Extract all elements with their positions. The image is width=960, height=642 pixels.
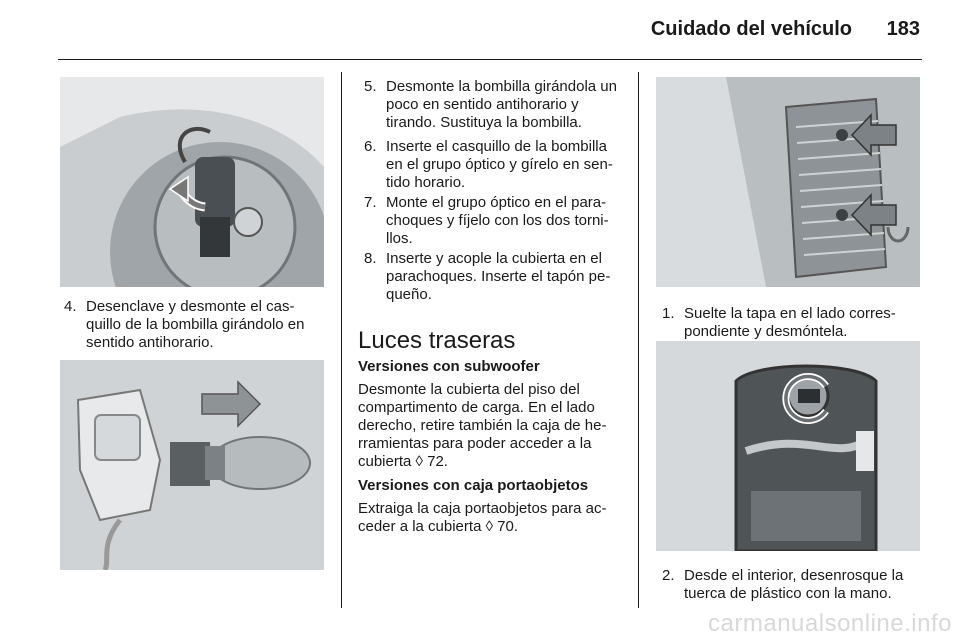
storage-paragraph: Extraiga la caja portaobjetos para ac-ceder a la cubierta ◊ 70. [358, 500, 607, 535]
step-text: Inserte el casquillo de la bombilla en el grupo óptico y gírelo en sen-tido horario. [386, 138, 613, 191]
step-8 [364, 250, 626, 304]
step-2 [662, 567, 920, 603]
page-number: 183 [886, 18, 920, 40]
plastic-nut-photo [656, 341, 920, 551]
step-number: 5. [364, 78, 377, 95]
step-text: Desmonte la bombilla girándola un poco en sentido antihorario y tirando. Sustituya la bombilla. [386, 78, 617, 131]
step-7 [364, 194, 626, 248]
step-text: Desde el interior, desenrosque la tuerca de plástico con la mano. [684, 567, 904, 602]
step-text: Inserte y acople la cubierta en el parachoques. Inserte el tapón pe-queño. [386, 250, 611, 303]
step-number: 2. [662, 567, 675, 584]
column-divider-2 [638, 72, 639, 608]
step-number: 1. [662, 305, 675, 322]
subwoofer-heading: Versiones con subwoofer [358, 358, 540, 375]
bulb-removal-photo [60, 360, 324, 570]
column-divider-1 [341, 72, 342, 608]
step-1 [662, 305, 920, 341]
step-text: Monte el grupo óptico en el para-choques y fíjelo con los dos torni-llos. [386, 194, 609, 247]
step-number: 6. [364, 138, 377, 155]
step-4 [64, 298, 324, 352]
step-5 [364, 78, 626, 132]
step-6 [364, 138, 626, 192]
step-number: 8. [364, 250, 377, 267]
bulb-socket-photo [60, 77, 324, 287]
step-text: Desenclave y desmonte el cas-quillo de la bombilla girándolo en sentido antihorario. [86, 298, 305, 351]
storage-heading: Versiones con caja portaobjetos [358, 477, 589, 494]
page-header [650, 16, 920, 50]
step-number: 4. [64, 298, 77, 315]
subwoofer-paragraph: Desmonte la cubierta del piso del compartimento de carga. En el lado derecho, retire también la caja de he-rramientas para poder acceder a la cubierta ◊ 72. [358, 381, 607, 470]
page-title: Cuidado del vehículo [650, 18, 852, 40]
step-number: 7. [364, 194, 377, 211]
header-rule [58, 59, 922, 60]
watermark: carmanualsonline.info [708, 610, 952, 637]
step-text: Suelte la tapa en el lado corres-pondiente y desmóntela. [684, 305, 896, 340]
trunk-cover-photo [656, 77, 920, 287]
section-title: Luces traseras [358, 327, 516, 354]
